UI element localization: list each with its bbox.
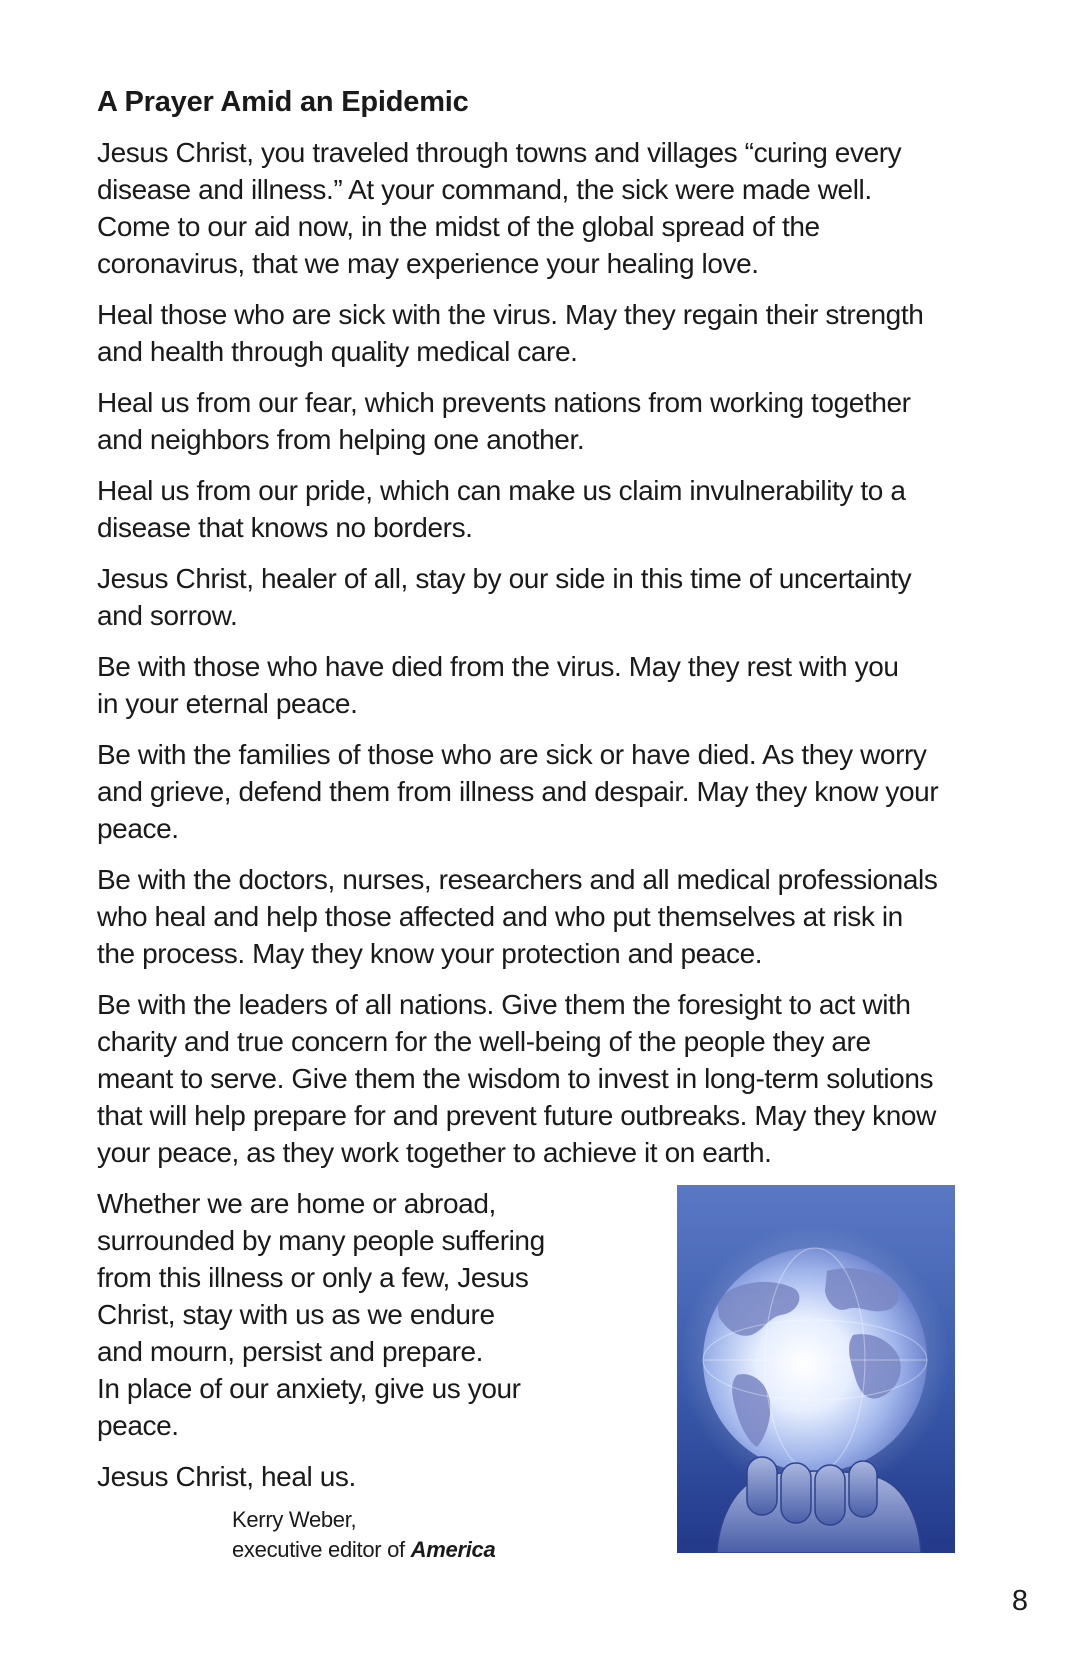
globe-in-hand-icon [677, 1185, 955, 1553]
closing-text [97, 1185, 617, 1509]
paragraph-1: Jesus Christ, you traveled through towns and villages “curing every disease and illness.” At your command, the sick were made well. Come to our aid now, in the midst of the global spread of the coronavirus, that we may experience your healing love. [97, 137, 902, 279]
paragraph-5: Jesus Christ, healer of all, stay by our side in this time of uncertainty and sorrow. [97, 563, 912, 631]
author-name: Kerry Weber, [232, 1507, 357, 1532]
paragraph-4: Heal us from our pride, which can make us claim invulnerability to a disease that knows no borders. [97, 475, 906, 543]
attribution [232, 1505, 495, 1565]
paragraph-9: Be with the leaders of all nations. Give them the foresight to act with charity and true concern for the well-being of the people they are meant to serve. Give them the wisdom to invest in long-term solutions that will help prepare for and prevent future outbreaks. May they know your peace, as they work together to achieve it on earth. [97, 989, 936, 1168]
closing-paragraph: Whether we are home or abroad, surrounded by many people suffering from this illness or only a few, Jesus Christ, stay with us as we endure and mourn, persist and prepare. In place of our anxiety, give us your peace. [97, 1188, 545, 1441]
closing-section [97, 1185, 1017, 1605]
closing-line: Jesus Christ, heal us. [97, 1461, 356, 1492]
paragraph-7: Be with the families of those who are sick or have died. As they worry and grieve, defend them from illness and despair. May they know your peace. [97, 739, 939, 844]
page-number: 8 [1011, 1585, 1028, 1617]
page-content [97, 84, 1017, 1605]
paragraph-8: Be with the doctors, nurses, researchers and all medical professionals who heal and help those affected and who put themselves at risk in the process. May they know your protection and peace. [97, 864, 938, 969]
author-role: executive editor of [232, 1537, 411, 1562]
page-title: A Prayer Amid an Epidemic [97, 86, 469, 118]
paragraph-6: Be with those who have died from the virus. May they rest with you in your eternal peace. [97, 651, 899, 719]
publication-name: America [410, 1537, 496, 1562]
paragraph-3: Heal us from our fear, which prevents nations from working together and neighbors from helping one another. [97, 387, 911, 455]
author-role-line [232, 1535, 495, 1565]
paragraph-2: Heal those who are sick with the virus. May they regain their strength and health through quality medical care. [97, 299, 924, 367]
